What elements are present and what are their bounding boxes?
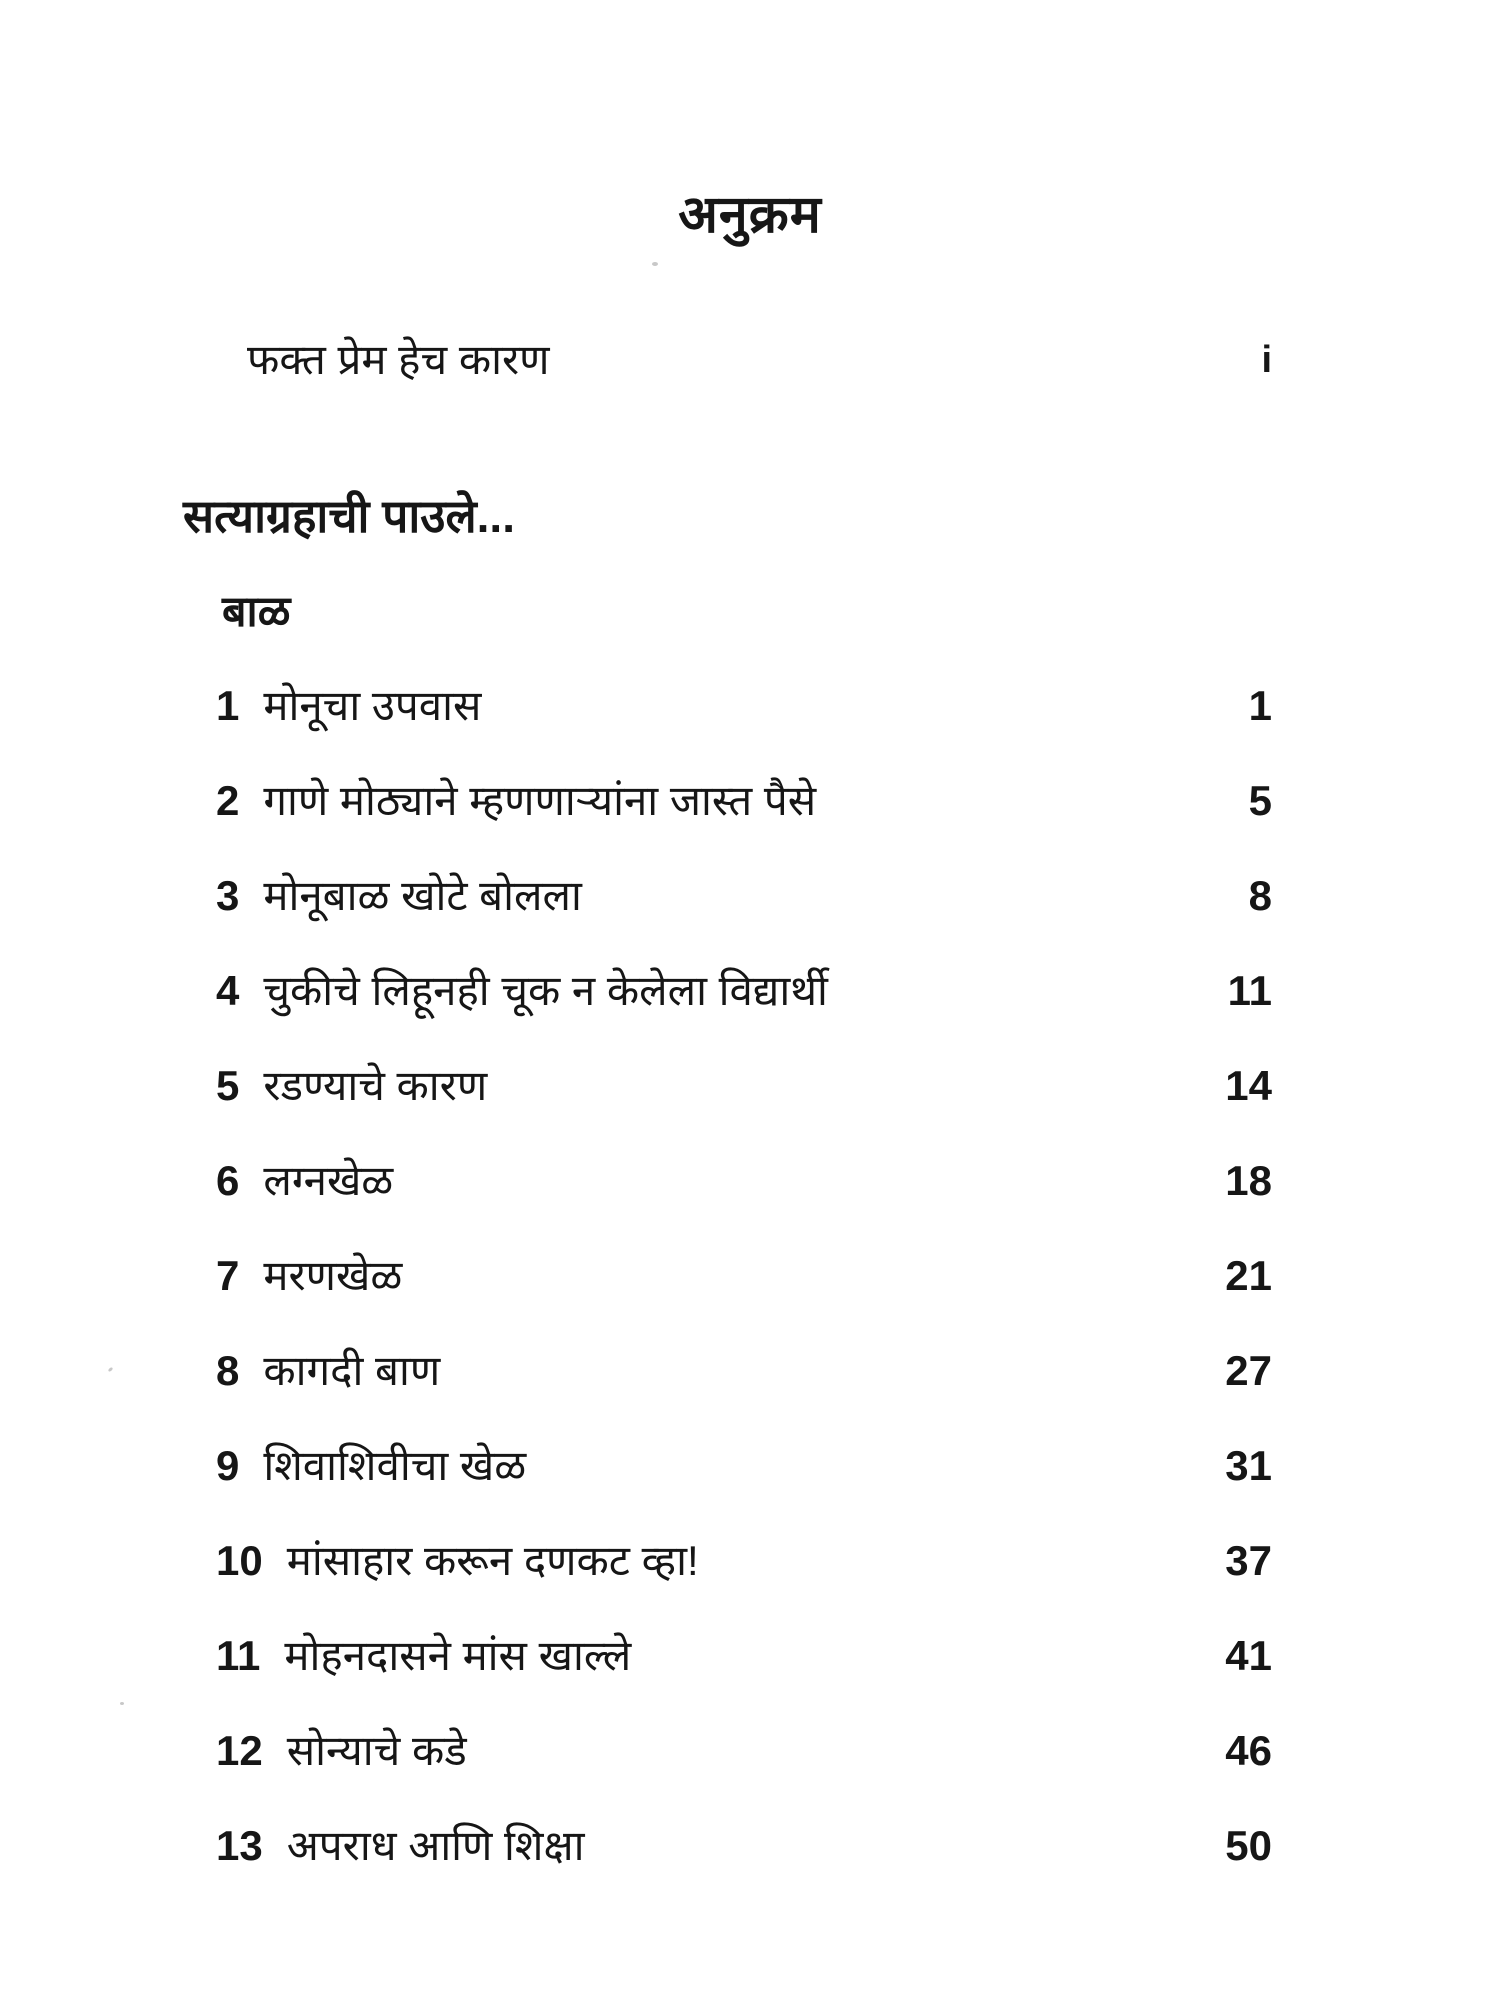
toc-front-matter-row [247,332,1272,388]
toc-entry [216,678,1272,773]
scan-speck [120,1702,124,1705]
entry-number: 12 [216,1727,263,1774]
entry-title: मरणखेळ [263,1252,403,1299]
section-heading: सत्याग्रहाची पाउले... [183,490,515,542]
entry-number: 1 [216,682,240,729]
toc-entry [216,1153,1272,1248]
entry-title: चुकीचे लिहूनही चूक न केलेला विद्यार्थी [263,967,828,1014]
entry-title: अपराध आणि शिक्षा [286,1822,585,1869]
entry-number: 5 [216,1062,240,1109]
entry-number: 11 [216,1632,261,1679]
entry-number: 2 [216,777,240,824]
entry-page-number: 8 [1248,872,1272,919]
entry-number: 9 [216,1442,240,1489]
entry-page-number: 31 [1225,1442,1272,1489]
entry-title: सोन्याचे कडे [286,1727,467,1774]
entry-title: मोहनदासने मांस खाल्ले [284,1632,632,1679]
toc-entry [216,773,1272,868]
entry-title: मोनूचा उपवास [263,682,482,729]
entry-page-number: 21 [1225,1252,1272,1299]
entry-title: लग्नखेळ [263,1157,394,1204]
entry-title: मोनूबाळ खोटे बोलला [263,872,582,919]
toc-entry [216,1628,1272,1723]
entry-page-number: 37 [1225,1537,1272,1584]
entry-page-number: 27 [1225,1347,1272,1394]
entry-page-number: 11 [1227,967,1272,1014]
toc-entry [216,963,1272,1058]
entry-page-number: 1 [1248,682,1272,729]
entry-number: 7 [216,1252,240,1299]
entry-page-number: 50 [1225,1822,1272,1869]
front-matter-title: फक्त प्रेम हेच कारण [247,336,550,383]
entry-number: 4 [216,967,240,1014]
entry-title: कागदी बाण [263,1347,441,1394]
entry-title: गाणे मोठ्याने म्हणणाऱ्यांना जास्त पैसे [263,777,817,824]
entry-title: रडण्याचे कारण [263,1062,488,1109]
toc-entry [216,1438,1272,1533]
entry-number: 8 [216,1347,240,1394]
entry-number: 13 [216,1822,263,1869]
toc-entry [216,1248,1272,1343]
entry-title: शिवाशिवीचा खेळ [263,1442,527,1489]
page-title: अनुक्रम [678,186,822,244]
toc-entry [216,1533,1272,1628]
toc-entry [216,1343,1272,1438]
entry-page-number: 5 [1248,777,1272,824]
entry-page-number: 18 [1225,1157,1272,1204]
entry-title: मांसाहार करून दणकट व्हा! [286,1537,699,1584]
toc-entry [216,868,1272,963]
entry-page-number: 41 [1225,1632,1272,1679]
front-matter-page-number: i [1261,339,1272,381]
toc-entry [216,1818,1272,1913]
entry-number: 6 [216,1157,240,1204]
subsection-heading: बाळ [222,588,291,636]
toc-entry [216,1723,1272,1818]
entry-page-number: 46 [1225,1727,1272,1774]
toc-entry-list [0,678,1500,1913]
scan-speck [652,262,658,266]
entry-number: 10 [216,1537,263,1584]
entry-number: 3 [216,872,240,919]
toc-entry [216,1058,1272,1153]
entry-page-number: 14 [1225,1062,1272,1109]
